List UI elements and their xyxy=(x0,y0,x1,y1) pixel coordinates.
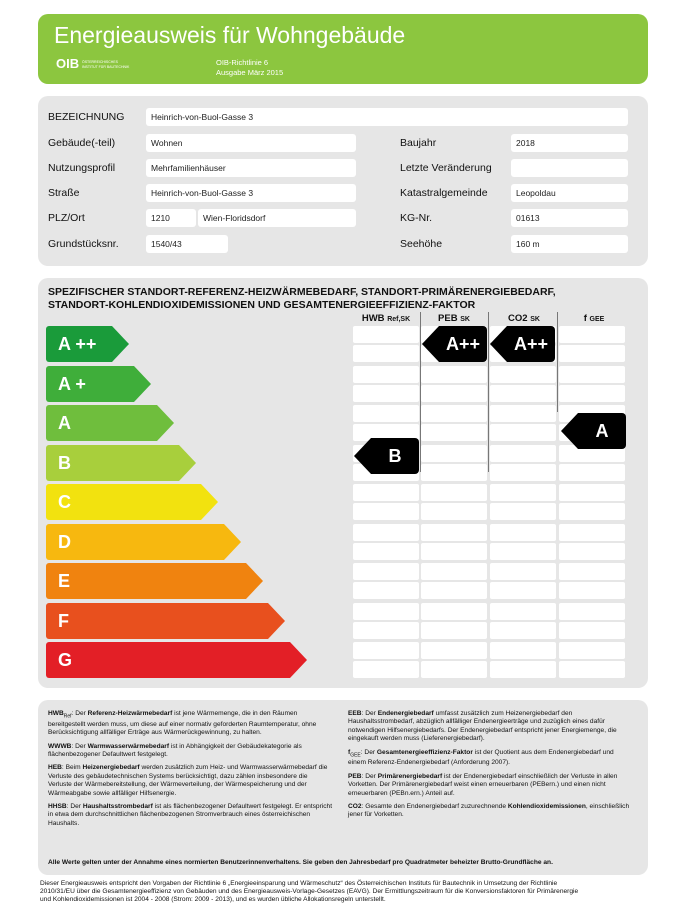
plz-field: 1210 xyxy=(146,209,196,227)
rating-grid-cell xyxy=(353,326,419,343)
column-header-hwb xyxy=(351,313,421,324)
marker-fgee xyxy=(578,413,626,449)
rating-class-arrow xyxy=(290,642,307,678)
rating-class-label: F xyxy=(58,610,69,631)
rating-grid-cell xyxy=(421,524,487,541)
rating-grid-cell xyxy=(353,405,419,422)
nutzungsprofil-field: Mehrfamilienhäuser xyxy=(146,159,356,177)
definition-eeb: EEB: Der Endenergiebedarf umfasst zusätzlich zum Heizenergiebedarf den Haushaltsstrombedarf, abzüglich allfälliger Endenergieerträge und zuzüglich eines dafür notwendigen Hilfsenergiebedarfs. Der Endenergiebedarf entspricht jener Energiemenge, die eingekauft werden muss (Lieferenergiebedarf). xyxy=(348,710,617,743)
definition-peb-text: ist der Endenergiebedarf einschließlich der Verluste in allen Vorketten. Der Primärenergiebedarf weist einen erneuerbaren (PEBern.) und einen nicht erneuerbaren (PEBn.ern.) Anteil auf. xyxy=(348,772,618,797)
rating-heading-line-1: SPEZIFISCHER STANDORT-REFERENZ-HEIZWÄRMEBEDARF, STANDORT-PRIMÄRENERGIEBEDARF, xyxy=(48,286,556,298)
rating-class-label: E xyxy=(58,571,71,591)
definition-fgee-term: f xyxy=(348,748,351,756)
column-header-co2-main: CO2 xyxy=(508,313,528,324)
rating-heading-line-2: STANDORT-KOHLENDIOXIDEMISSIONEN UND GESAMTENERGIEEFFIZIENZ-FAKTOR xyxy=(48,299,476,311)
bezeichnung-field: Heinrich-von-Buol-Gasse 3 xyxy=(146,108,628,126)
rating-grid-cell xyxy=(421,385,487,402)
rating-grid-cell xyxy=(421,563,487,580)
logo-tagline-1: ÖSTERREICHISCHES xyxy=(82,60,118,64)
definition-eeb-bold: Endenergiebedarf xyxy=(377,710,434,717)
rating-class-3 xyxy=(46,405,157,441)
rating-grid-cell xyxy=(559,661,625,678)
rating-class-8 xyxy=(46,603,268,639)
rating-class-7 xyxy=(46,563,246,599)
gebaeude-label: Gebäude(-teil) xyxy=(48,137,116,149)
rating-class-label: C xyxy=(58,492,71,512)
definition-hhsb-text: ist als flächenbezogener Defaultwert festgelegt. Er entspricht in etwa dem durchschnittlichen flächenbezogenen Stromverbrauch eines österreichischen Haushalts. xyxy=(48,802,333,827)
column-divider-2 xyxy=(488,312,489,472)
oib-logo xyxy=(56,56,136,78)
rating-grid-cell xyxy=(421,366,487,383)
strasse-field: Heinrich-von-Buol-Gasse 3 xyxy=(146,184,356,202)
definition-hwb-intro: : Der xyxy=(71,710,88,717)
rating-grid-cell xyxy=(559,642,625,659)
rating-grid-cell xyxy=(490,484,556,501)
rating-class-arrow xyxy=(134,366,151,402)
definition-fgee-text: ist der Quotient aus dem Endenergiebedarf und einem Referenz-Endenergiebedarf (Anforderung 2007). xyxy=(348,748,614,767)
seehoehe-label: Seehöhe xyxy=(400,238,443,250)
rating-class-arrow xyxy=(224,524,241,560)
definition-hwb-term: HWB xyxy=(48,710,64,717)
marker-co2-value: A++ xyxy=(513,334,549,354)
marker-peb-arrow xyxy=(422,326,439,362)
rating-grid-cell xyxy=(353,345,419,362)
guideline-info xyxy=(216,58,283,78)
rating-grid-cell xyxy=(490,543,556,560)
logo-tagline-2: INSTITUT FÜR BAUTECHNIK xyxy=(82,65,130,69)
marker-co2-arrow xyxy=(490,326,507,362)
grundstuecksnr-label: Grundstücksnr. xyxy=(48,238,119,250)
rating-grid-cell xyxy=(353,603,419,620)
bezeichnung-label: BEZEICHNUNG xyxy=(48,111,125,123)
definition-co2-text-2: , einschließlich jener für Vorketten. xyxy=(348,802,630,819)
assumption-note: Alle Werte gelten unter der Annahme eines normierten Benutzerinnenverhaltens. Sie geben den Jahresbedarf pro Quadratmeter beheizter Brutto-Grundfläche an. xyxy=(48,859,553,866)
rating-grid-cell xyxy=(353,385,419,402)
rating-grid-cell xyxy=(559,622,625,639)
rating-grid-cell xyxy=(353,622,419,639)
definitions-panel xyxy=(38,700,648,875)
plz-ort-label: PLZ/Ort xyxy=(48,212,85,224)
rating-class-9 xyxy=(46,642,290,678)
rating-grid-cell xyxy=(353,524,419,541)
rating-class-arrow xyxy=(246,563,263,599)
baujahr-label: Baujahr xyxy=(400,137,437,149)
rating-heading xyxy=(48,286,638,312)
footer-line-3: und Kohlendioxidemissionen ist 2004 - 2008 (Strom: 2009 - 2013), und es wurden übliche Allokationsregeln unterstellt. xyxy=(40,896,386,903)
marker-co2 xyxy=(507,326,555,362)
definition-co2-text: : Gesamte den Endenergiebedarf zuzurechnende xyxy=(361,802,508,810)
nutzungsprofil-label: Nutzungsprofil xyxy=(48,162,116,174)
definition-peb-term: PEB xyxy=(348,772,362,780)
marker-peb xyxy=(439,326,487,362)
rating-grid-cell xyxy=(490,582,556,599)
guideline-name: OIB-Richtlinie 6 xyxy=(216,58,269,67)
rating-grid-cell xyxy=(353,484,419,501)
definition-fgee: $f_{GEE}$: Der Gesamtenergieeffizienz-Faktor ist der Quotient aus dem Endenergiebedarf und einem Referenz-Endenergiebedarf (Anforderung 2007). xyxy=(348,748,614,767)
definition-hwb-text: ist jene Wärmemenge, die in den Räumen bereitgestellt werden muss, um diese auf einer normativ geforderten Raumtemperatur, ohne Berücksichtigung allfälliger Erträge aus Wärmerückgewinnung, zu halten. xyxy=(48,710,317,737)
footer-line-1: Dieser Energieausweis entspricht den Vorgaben der Richtlinie 6 „Energieeinsparung und Wärmeschutz“ des Österreichischen Instituts für Bautechnik in Umsetzung der Richtlinie xyxy=(40,880,558,887)
rating-grid-cell xyxy=(490,405,556,422)
rating-grid-cell xyxy=(353,661,419,678)
rating-class-1 xyxy=(46,326,112,362)
strasse-label: Straße xyxy=(48,187,80,199)
column-header-hwb-main: HWB xyxy=(361,313,385,324)
column-divider-3 xyxy=(557,312,558,412)
kg-nr-field: 01613 xyxy=(511,209,628,227)
rating-grid-cell xyxy=(559,484,625,501)
definition-hwb xyxy=(48,710,333,738)
rating-class-2 xyxy=(46,366,134,402)
rating-grid-cell xyxy=(490,424,556,441)
rating-grid-cell xyxy=(353,642,419,659)
marker-hwb xyxy=(371,438,419,474)
column-header-fgee-sub: GEE xyxy=(589,316,605,323)
definition-co2-bold: Kohlendioxidemissionen xyxy=(507,802,586,810)
definition-hwb-bold: Referenz-Heizwärmebedarf xyxy=(87,710,173,717)
rating-grid-cell xyxy=(490,366,556,383)
rating-grid-cell xyxy=(559,464,625,481)
rating-class-label: G xyxy=(58,650,73,670)
rating-grid-cell xyxy=(421,503,487,520)
column-header-fgee xyxy=(559,313,629,324)
definitions-right xyxy=(348,710,633,825)
column-header-co2-sub: SK xyxy=(530,316,540,323)
rating-grid-cell xyxy=(421,484,487,501)
definition-heb-term: HEB xyxy=(48,764,62,772)
definition-eeb-term: EEB xyxy=(348,710,362,717)
rating-grid-cell xyxy=(353,366,419,383)
marker-fgee-value: A xyxy=(595,421,609,441)
rating-grid-cell xyxy=(421,464,487,481)
rating-grid-cell xyxy=(490,563,556,580)
definition-heb-text: werden zusätzlich zum Heiz- und Warmwasserwärmebedarf die Verluste des gebäudetechnischen Systems berücksichtigt, dazu zählen insbesondere die Verluste der Wärmebereitstellung, der Wärmeverteilung, der Wärmespeicherung und der Wärmeabgabe sowie allfälliger Hilfsenergie. xyxy=(48,764,328,797)
rating-grid-cell xyxy=(559,345,625,362)
rating-class-label: D xyxy=(58,531,71,552)
rating-grid-cell xyxy=(421,424,487,441)
rating-grid-cell xyxy=(421,582,487,599)
gebaeude-field: Wohnen xyxy=(146,134,356,152)
rating-grid-cell xyxy=(421,543,487,560)
definition-eeb-text: umfasst zusätzlich zum Heizenergiebedarf den Haushaltsstrombedarf, abzüglich allfälliger Endenergieerträge und zuzüglich eines dafür notwendigen Hilfsenergiebedarfs. Der Endenergiebedarf entspricht jener Energiemenge, die eingekauft werden muss (Lieferenergiebedarf). xyxy=(348,710,617,743)
definition-hhsb-bold: Haushaltsstrombedarf xyxy=(82,802,153,810)
marker-peb-value: A++ xyxy=(445,334,481,354)
definition-fgee-bold: Gesamtenergieeffizienz-Faktor xyxy=(376,748,473,756)
rating-grid-cell xyxy=(490,603,556,620)
marker-fgee-arrow xyxy=(561,413,578,449)
column-header-peb-main: PEB xyxy=(438,313,458,324)
column-header-co2 xyxy=(489,313,559,324)
definition-heb-bold: Heizenergiebedarf xyxy=(82,764,140,772)
rating-grid-cell xyxy=(559,563,625,580)
ort-field: Wien-Floridsdorf xyxy=(198,209,356,227)
marker-hwb-arrow xyxy=(354,438,371,474)
definition-peb-bold: Primärenergiebedarf xyxy=(377,772,443,780)
definition-hwb-sub: Ref xyxy=(63,713,72,720)
letzte-veraenderung-field xyxy=(511,159,628,177)
rating-grid-cell xyxy=(559,366,625,383)
definition-co2 xyxy=(348,803,633,820)
rating-grid-cell xyxy=(559,385,625,402)
definition-hhsb: HHSB: Der Haushaltsstrombedarf ist als flächenbezogener Defaultwert festgelegt. Er entspricht in etwa dem durchschnittlichen flächenbezogenen Stromverbrauch eines österreichischen Haushalts. xyxy=(48,802,333,827)
rating-grid-cell xyxy=(421,642,487,659)
rating-grid-cell xyxy=(559,603,625,620)
definition-wwwb-bold: Warmwasserwärmebedarf xyxy=(87,742,170,750)
letzte-veraenderung-label: Letzte Veränderung xyxy=(400,162,492,174)
definition-heb: HEB: Beim Heizenergiebedarf werden zusätzlich zum Heiz- und Warmwasserwärmebedarf die Verluste des gebäudetechnischen Systems berücksichtigt, dazu zählen insbesondere die Verluste der Wärmebereitstellung, der Wärmeverteilung, der Wärmespeicherung und der Wärmeabgabe sowie allfälliger Hilfsenergie. xyxy=(48,764,328,797)
definition-peb: PEB: Der Primärenergiebedarf ist der Endenergiebedarf einschließlich der Verluste in allen Vorketten. Der Primärenergiebedarf weist einen erneuerbaren (PEBern.) und einen nicht erneuerbaren (PEBn.ern.) Anteil auf. xyxy=(348,772,618,797)
logo-mark: OIB xyxy=(56,56,80,71)
rating-grid-cell xyxy=(490,464,556,481)
definition-wwwb-text: ist in Abhängigkeit der Gebäudekategorie als flächenbezogener Defaultwert festgelegt. xyxy=(48,742,302,758)
rating-class-6 xyxy=(46,524,224,560)
rating-grid-cell xyxy=(421,622,487,639)
rating-grid-cell xyxy=(490,385,556,402)
rating-class-arrow xyxy=(201,484,218,520)
definition-co2-term: CO2 xyxy=(348,802,362,810)
rating-grid-cell xyxy=(353,543,419,560)
seehoehe-field: 160 m xyxy=(511,235,628,253)
rating-grid-cell xyxy=(421,445,487,462)
rating-class-label: A + xyxy=(58,373,86,394)
rating-class-4 xyxy=(46,445,179,481)
rating-class-arrow xyxy=(157,405,174,441)
rating-grid-cell xyxy=(559,582,625,599)
rating-grid-cell xyxy=(490,661,556,678)
column-header-peb xyxy=(419,313,489,324)
header-banner xyxy=(38,14,648,84)
definition-fgee-sub: GEE xyxy=(350,751,361,758)
rating-grid-cell xyxy=(421,603,487,620)
rating-grid-cell xyxy=(421,661,487,678)
rating-class-label: A xyxy=(58,413,71,433)
rating-class-arrow xyxy=(112,326,129,362)
katastralgemeinde-field: Leopoldau xyxy=(511,184,628,202)
rating-grid-cell xyxy=(490,503,556,520)
guideline-edition: Ausgabe März 2015 xyxy=(216,68,284,77)
rating-grid-cell xyxy=(490,524,556,541)
footer-note xyxy=(40,880,650,904)
rating-grid-cell xyxy=(490,445,556,462)
definition-wwwb: WWWB: Der Warmwasserwärmebedarf ist in Abhängigkeit der Gebäudekategorie als flächenbezogener Defaultwert festgelegt. xyxy=(48,742,302,758)
column-header-peb-sub: SK xyxy=(460,316,470,323)
grundstuecksnr-field: 1540/43 xyxy=(146,235,228,253)
rating-grid-cell xyxy=(559,543,625,560)
page-title: Energieausweis für Wohngebäude xyxy=(54,22,406,48)
column-header-hwb-sub: Ref,SK xyxy=(387,316,411,323)
column-header-fgee-main: f xyxy=(583,313,587,324)
rating-class-5 xyxy=(46,484,201,520)
marker-hwb-value: B xyxy=(388,446,402,466)
definition-hhsb-term: HHSB xyxy=(48,802,67,810)
rating-grid-cell xyxy=(353,503,419,520)
definition-wwwb-term: WWWB xyxy=(48,742,72,750)
kg-nr-label: KG-Nr. xyxy=(400,212,433,224)
rating-grid-cell xyxy=(490,642,556,659)
rating-grid-cell xyxy=(559,326,625,343)
definitions-left xyxy=(48,710,333,833)
rating-grid-cell xyxy=(353,563,419,580)
rating-grid-cell xyxy=(559,503,625,520)
energy-rating-panel xyxy=(38,278,648,688)
katastralgemeinde-label: Katastralgemeinde xyxy=(400,187,488,199)
rating-class-arrow xyxy=(179,445,196,481)
rating-class-label: B xyxy=(58,452,71,473)
rating-grid-cell xyxy=(559,524,625,541)
building-data-panel xyxy=(38,96,648,266)
rating-grid-cell xyxy=(353,582,419,599)
rating-grid-cell xyxy=(490,622,556,639)
baujahr-field: 2018 xyxy=(511,134,628,152)
footer-line-2: 2010/31/EU über die Gesamtenergieeffizienz von Gebäuden und des Energieausweis-Vorlage-Gesetzes (EAVG). Der Ermittlungszeitraum für die Konversionsfaktoren für Primärenergie xyxy=(40,888,579,895)
rating-class-label: A ++ xyxy=(58,334,97,354)
rating-grid-cell xyxy=(421,405,487,422)
rating-class-arrow xyxy=(268,603,285,639)
